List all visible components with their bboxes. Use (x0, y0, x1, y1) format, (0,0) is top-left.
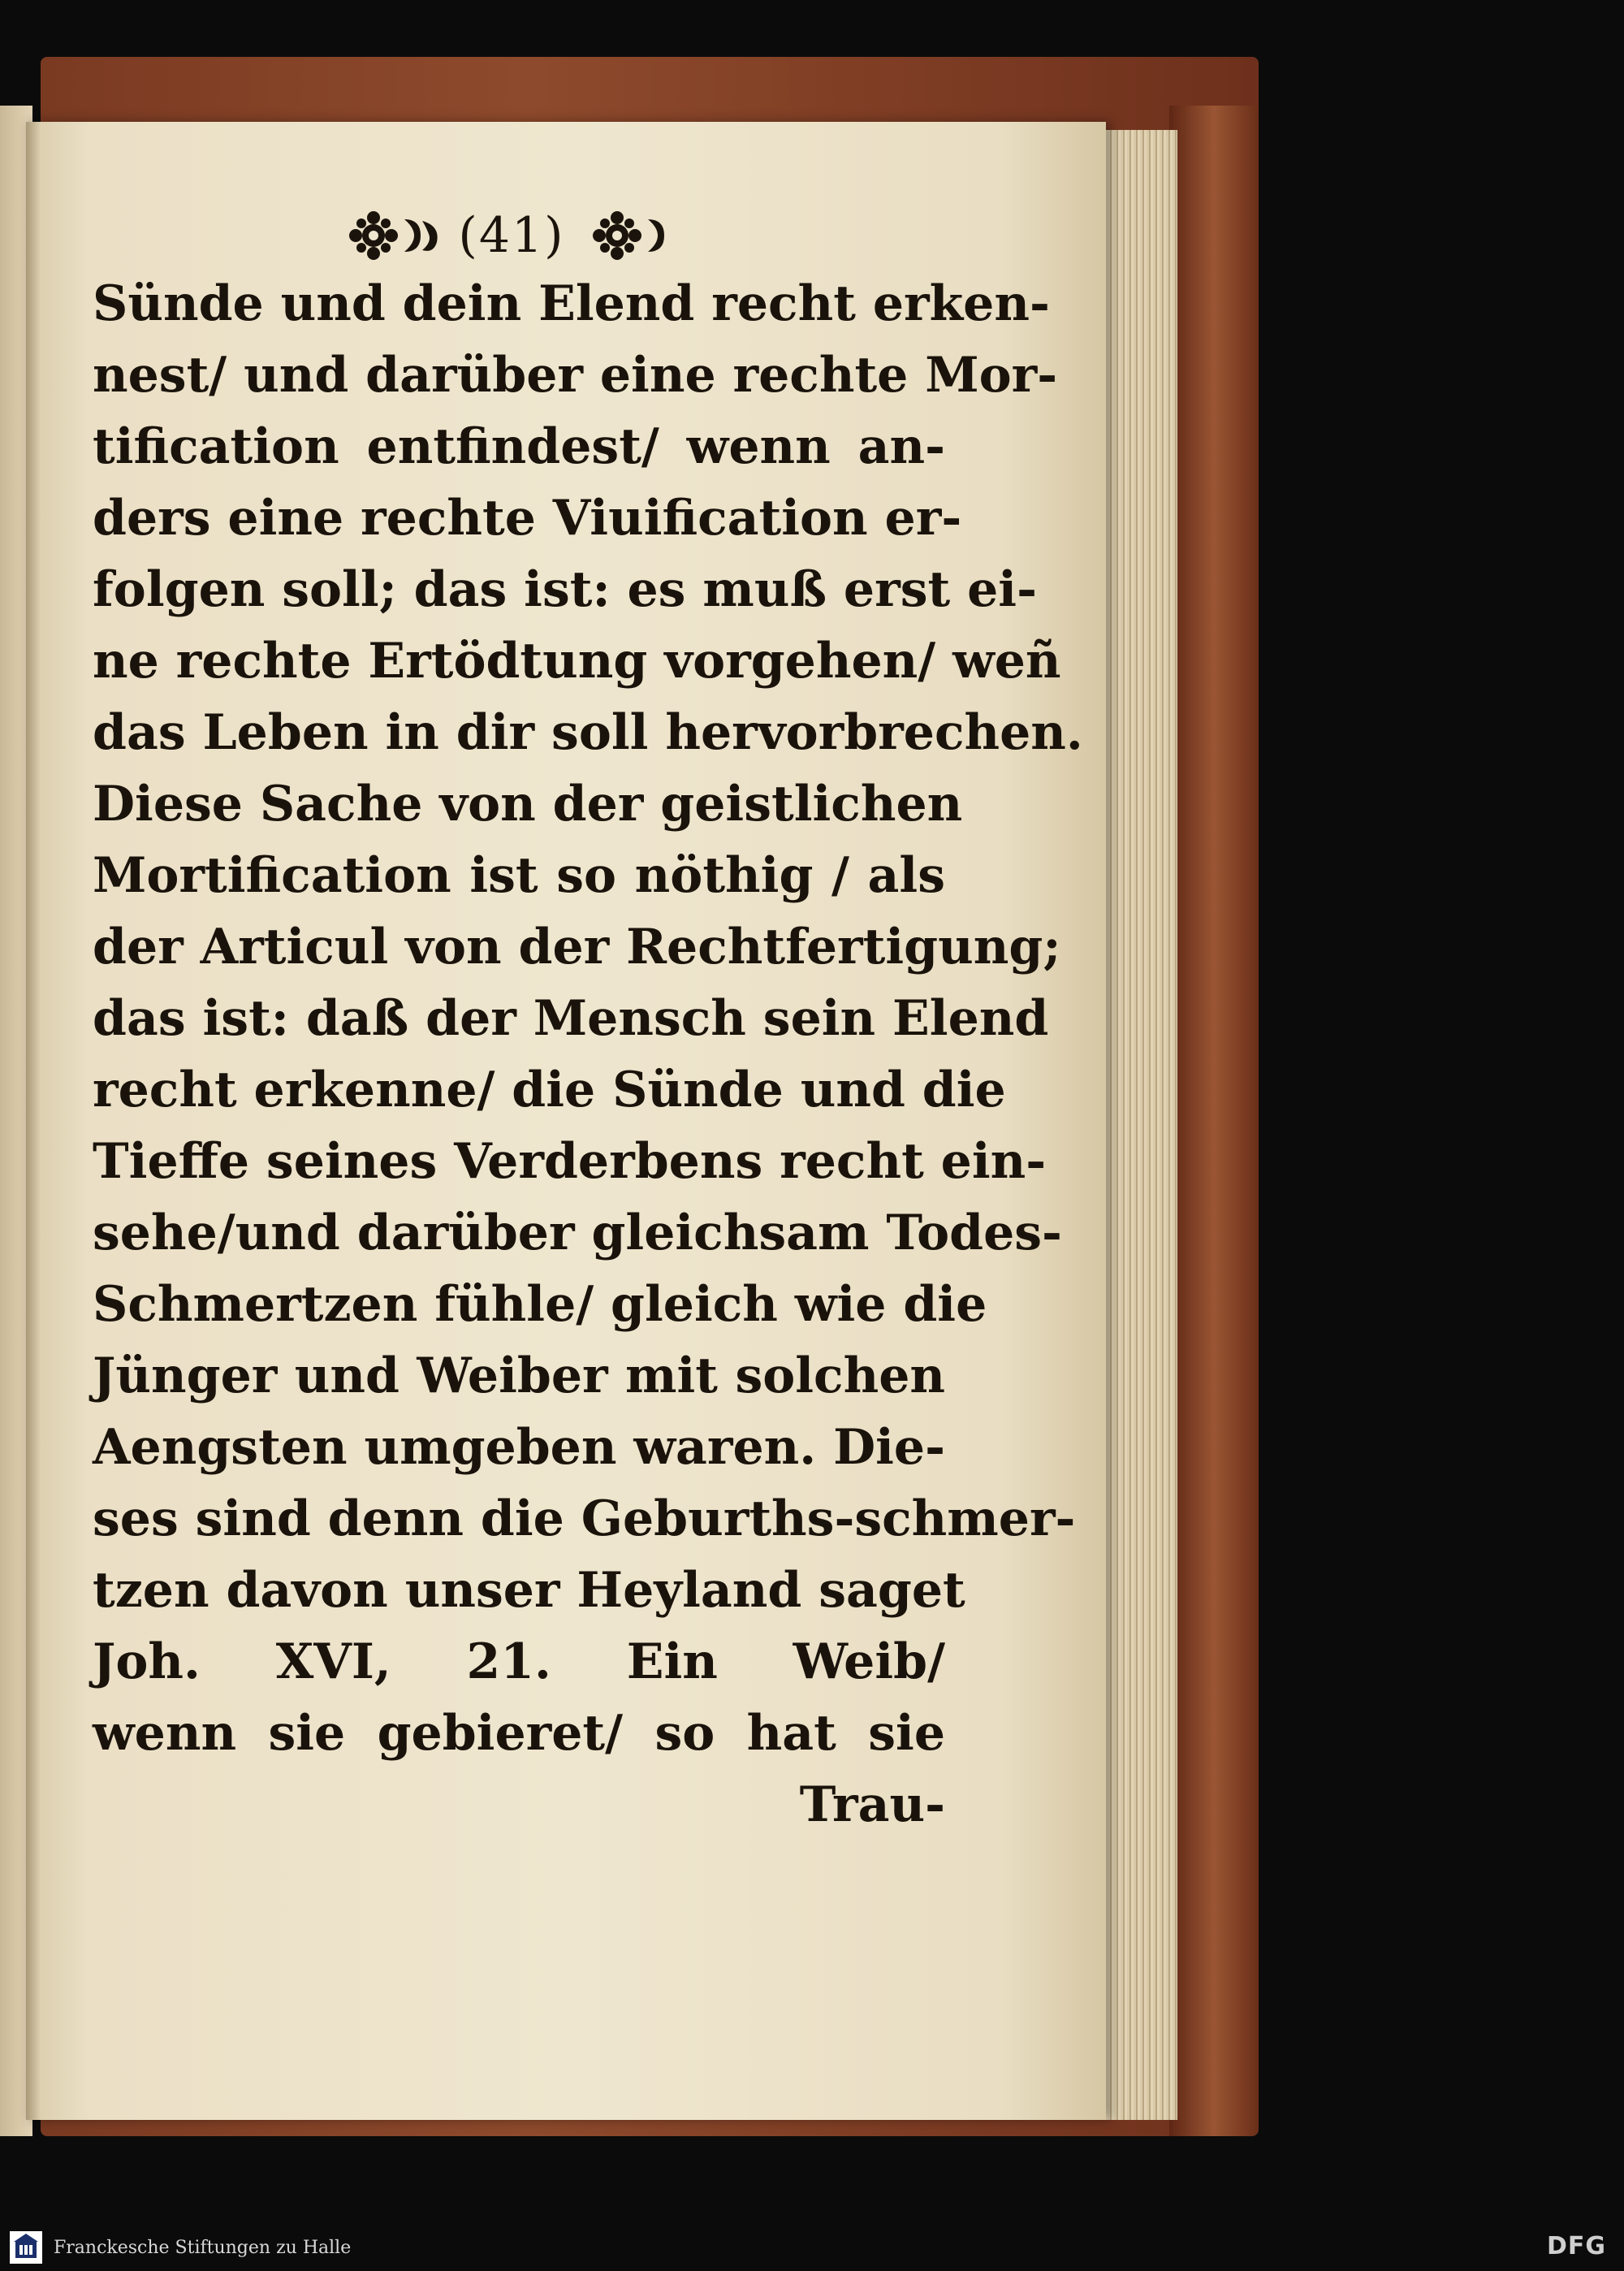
text-line: Diese Sache von der geistlichen (93, 776, 963, 833)
text-line: Jünger und Weiber mit solchen (93, 1347, 945, 1404)
page-header (325, 195, 698, 276)
text-line: tification entfindest/ wenn an- (93, 418, 945, 475)
institution-logo-icon (10, 2231, 42, 2264)
text-line: nest/ und darüber eine rechte Mor- (93, 347, 1058, 404)
text-line: das ist: daß der Mensch sein Elend (93, 990, 1049, 1047)
book-cover-edge (1169, 106, 1259, 2136)
text-line: der Articul von der Rechtfertigung; (93, 919, 1061, 975)
text-line: ders eine rechte Viuification er- (93, 490, 962, 547)
text-line: Tieffe seines Verderbens recht ein- (93, 1133, 1047, 1190)
text-line: Schmertzen fühle/ gleich wie die (93, 1276, 987, 1333)
text-line: folgen soll; das ist: es muß erst ei- (93, 561, 1037, 618)
text-line: ses sind denn die Geburths-schmer- (93, 1490, 1076, 1547)
text-line: das Leben in dir soll hervorbrechen. (93, 704, 1083, 761)
text-line: sehe/und darüber gleichsam Todes- (93, 1205, 1062, 1261)
text-line: tzen davon unser Heyland saget (93, 1562, 965, 1619)
text-line: wenn sie gebieret/ so hat sie (93, 1705, 945, 1762)
text-line: Aengsten umgeben waren. Die- (93, 1419, 945, 1476)
text-line: Joh. XVI, 21. Ein Weib/ (93, 1633, 945, 1690)
floral-ornament-icon (577, 203, 682, 268)
page-gutter-shadow (26, 122, 41, 2120)
catchword: Trau- (799, 1776, 945, 1833)
text-line: Sünde und dein Elend recht erken- (93, 275, 1050, 332)
body-text (93, 268, 1083, 1841)
floral-ornament-icon (341, 203, 447, 268)
funder-label: DFG (1546, 2232, 1606, 2260)
text-line: Mortification ist so nöthig / als (93, 847, 945, 904)
footer-bar (0, 2224, 1624, 2271)
text-line: recht erkenne/ die Sünde und die (93, 1062, 1006, 1118)
institution-name: Franckesche Stiftungen zu Halle (54, 2237, 352, 2258)
text-line: ne rechte Ertödtung vorgehen/ weñ (93, 633, 1061, 690)
page-number: (41) (458, 207, 565, 264)
